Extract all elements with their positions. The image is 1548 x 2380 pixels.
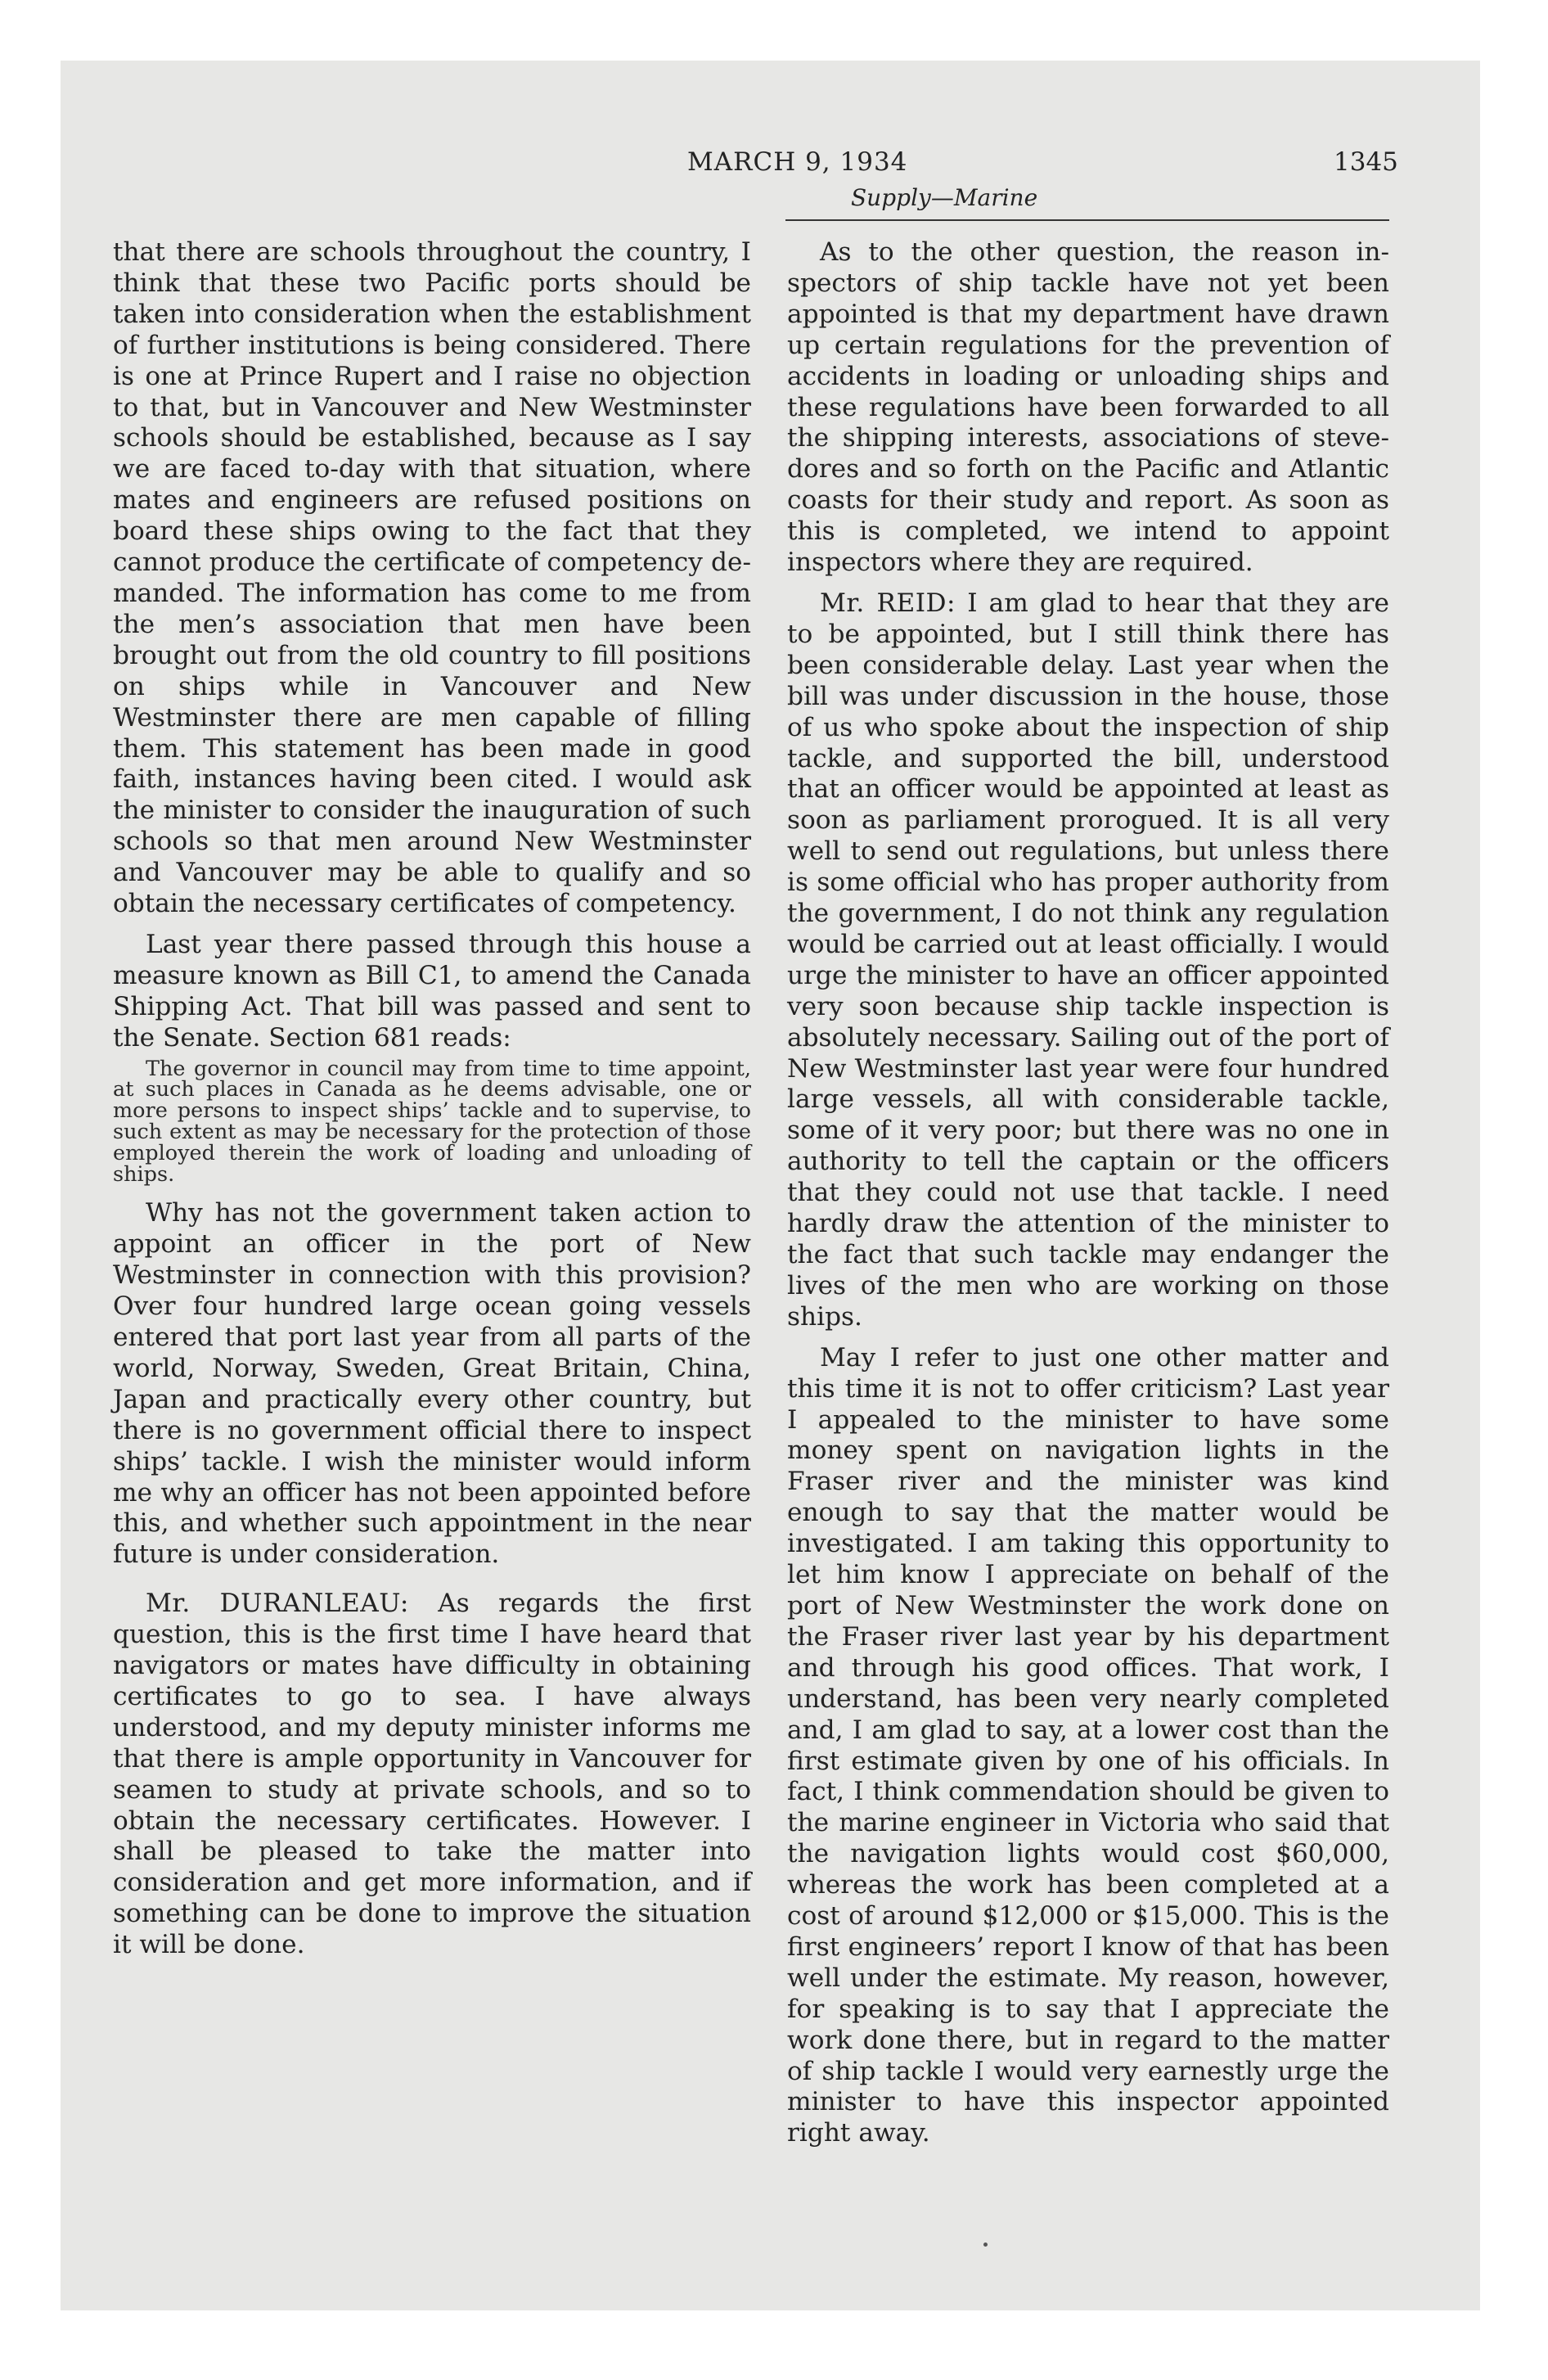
speaker-reid: Mr. REID: (820, 588, 956, 618)
left-column (113, 237, 751, 1961)
ink-dot (983, 2243, 988, 2247)
left-paragraph-3: Why has not the government taken action to appoint an officer in the port of New Westminster in connection with this provision? Over four hundred large ocean going vessels entered that port last year from all parts of the world, Norway, Sweden, Great Britain, China, Japan and practically every other country, but there is no government official there to inspect ships’ tackle. I wish the minister would inform me why an officer has not been appointed before this, and whether such appointment in the near future is under consideration. (113, 1198, 751, 1570)
left-paragraph-4 (113, 1589, 751, 1961)
right-column (787, 237, 1389, 2149)
header-rule (785, 219, 1389, 221)
page-date: MARCH 9, 1934 (687, 147, 908, 177)
duranleau-text: As regards the first question, this is the first time I have heard that navigators or mates have difficulty in obtaining certificates to go to sea. I have always understood, and my deputy minister informs me that there is ample opportunity in Vancouver for seamen to study at private schools, and so to obtain the necessary certificates. However. I shall be pleased to take the matter into consideration and get more information, and if something can be done to improve the situation it will be done. (113, 1589, 751, 1960)
right-paragraph-3: May I refer to just one other matter and this time it is not to offer criticism? Last year I appealed to the minister to have some money spent on navigation lights in the Fraser river and the minister was kind enough to say that the matter would be investigated. I am taking this opportunity to let him know I appreciate on behalf of the port of New Westminster the work done on the Fraser river last year by his department and through his good offices. That work, I understand, has been very nearly completed and, I am glad to say, at a lower cost than the first estimate given by one of his officials. In fact, I think commendation should be given to the marine engineer in Victoria who said that the navigation lights would cost $60,000, whereas the work has been completed at a cost of around $12,000 or $15,000. This is the first engineers’ report I know of that has been well under the estimate. My reason, however, for speaking is to say that I appreciate the work done there, but in regard to the matter of ship tackle I would very earnestly urge the minister to have this inspector appointed right away. (787, 1342, 1389, 2148)
section-title: Supply—Marine (851, 184, 1038, 211)
reid-text: I am glad to hear that they are to be appointed, but I still think there has been considerable delay. Last year when the bill was under discussion in the house, those of us who spoke about the inspection of ship tackle, and supported the bill, understood that an officer would be appointed at least as soon as parliament prorogued. It is all very well to send out regulations, but unless there is some official who has proper authority from the government, I do not think any regulation would be carried out at least officially. I would urge the minister to have an officer appointed very soon because ship tackle inspection is absolutely necessary. Sailing out of the port of New Westminster last year were four hundred large vessels, all with considerable tackle, some of it very poor; but there was no one in authority to tell the captain or the officers that they could not use that tackle. I need hardly draw the attention of the minister to the fact that such tackle may endanger the lives of the men who are working on those ships. (787, 588, 1389, 1332)
section-681-quote: The governor in council may from time to time appoint, at such places in Canada as he deems advisable, one or more persons to inspect ships’ tackle and to supervise, to such extent as may be necessary for the protection of those employed therein the work of loading and unloading of ships. (113, 1056, 751, 1187)
left-paragraph-2: Last year there passed through this house a measure known as Bill C1, to amend the Canada Shipping Act. That bill was passed and sent to the Senate. Section 681 reads: (113, 929, 751, 1053)
left-paragraph-1: that there are schools throughout the country, I think that these two Pacific ports should be taken into consideration when the establishment of further institutions is being considered. There is one at Prince Rupert and I raise no objection to that, but in Vancouver and New Westminster schools should be established, because as I say we are faced to-day with that situation, where mates and engineers are refused positions on board these ships owing to the fact that they cannot produce the certificate of competency demanded. The information has come to me from the men’s association that men have been brought out from the old country to fill positions on ships while in Vancouver and New Westminster there are men capable of filling them. This statement has been made in good faith, instances having been cited. I would ask the minister to consider the inauguration of such schools so that men around New Westminster and Vancouver may be able to qualify and so obtain the necessary certificates of competency. (113, 237, 751, 919)
speaker-duranleau: Mr. DURANLEAU: (146, 1589, 409, 1619)
page-number: 1345 (1334, 147, 1398, 177)
right-paragraph-1: As to the other question, the reason inspectors of ship tackle have not yet been appointed is that my department have drawn up certain regulations for the prevention of accidents in loading or unloading ships and these regulations have been forwarded to all the shipping interests, associations of stevedores and so forth on the Pacific and Atlantic coasts for their study and report. As soon as this is completed, we intend to appoint inspectors where they are required. (787, 237, 1389, 578)
right-paragraph-2 (787, 588, 1389, 1333)
